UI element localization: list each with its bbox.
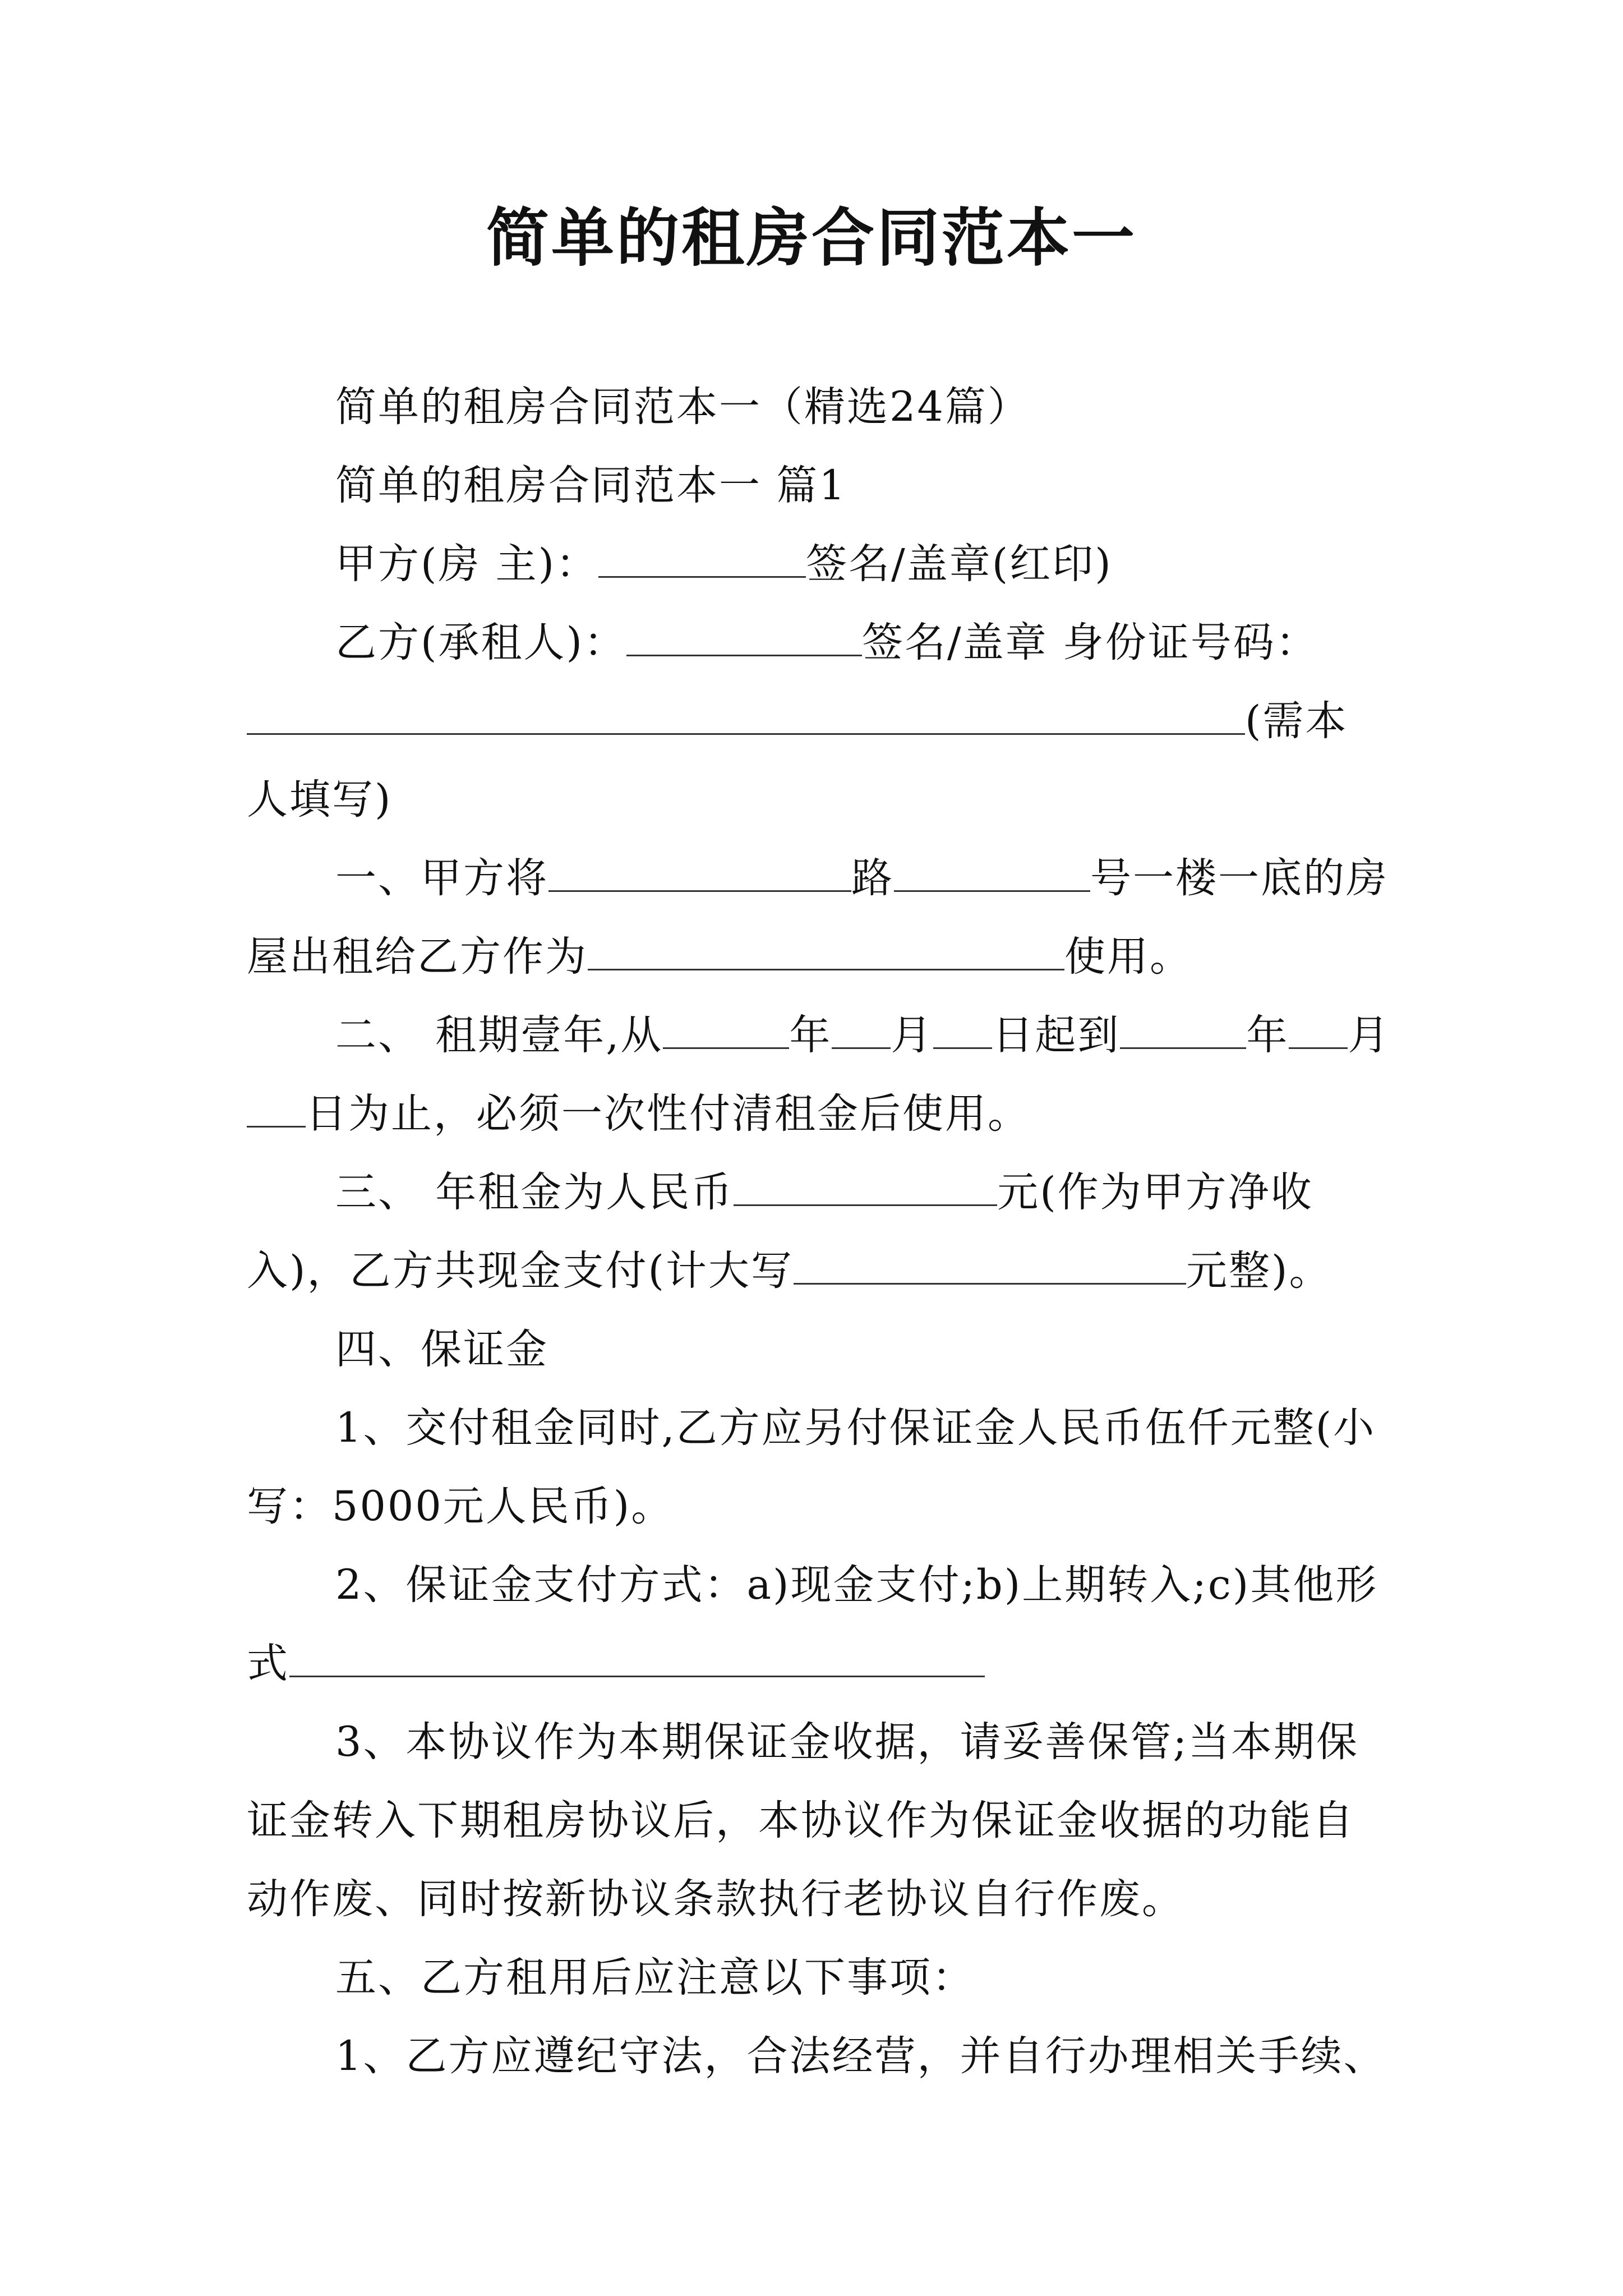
party-b-blank: [626, 610, 862, 656]
document-title: 简单的租房合同范本一: [486, 202, 1137, 275]
clause-3-c: 元整)。: [1186, 1247, 1332, 1295]
start-year-blank: [663, 1002, 789, 1049]
end-month-blank: [1289, 1002, 1348, 1049]
end-year-blank: [1120, 1002, 1246, 1049]
section-heading: 简单的租房合同范本一 篇1: [335, 462, 847, 509]
party-a-sign: 签名/盖章(红印): [806, 540, 1113, 588]
clause-1-a: 一、甲方将: [335, 854, 548, 902]
party-b-label: 乙方(承租人)：: [335, 619, 626, 666]
end-day-blank: [247, 1081, 306, 1128]
clause-2: [247, 996, 1391, 1153]
start-day-blank: [933, 1002, 992, 1049]
start-month-blank: [832, 1002, 891, 1049]
party-a-blank: [598, 531, 806, 578]
party-a-label: 甲方(房 主)：: [335, 540, 599, 588]
clause-1: [247, 839, 1391, 996]
id-number-line: [247, 682, 1391, 761]
clause-4-item-2: [247, 1546, 1391, 1703]
clause-3-a: 三、 年租金为人民币: [335, 1168, 734, 1216]
clause-3-b: 元(作为甲方净收入)，乙方共现金支付(计大写: [247, 1168, 1313, 1295]
clause-5-item-1: 1、乙方应遵纪守法，合法经营，并自行办理相关手续、: [335, 2032, 1386, 2080]
other-method-blank: [289, 1631, 985, 1677]
party-b-note-b: 人填写): [247, 776, 393, 823]
clause-2-month2: 月: [1348, 1011, 1391, 1059]
clause-2-year: 年: [789, 1011, 832, 1059]
id-number-blank: [247, 688, 1245, 735]
rent-uppercase-blank: [794, 1238, 1186, 1285]
document-body: [247, 368, 1391, 2096]
clause-1-b: 路: [851, 854, 894, 902]
document-subtitle: 简单的租房合同范本一（精选24篇）: [335, 383, 1030, 431]
clause-1-d: 房屋出租给乙方作为: [247, 854, 1389, 981]
clause-2-a: 二、 租期壹年,从: [335, 1011, 663, 1059]
clause-1-c: 号一楼一底的: [1090, 854, 1346, 902]
party-b-line: [247, 604, 1391, 682]
clause-1-e: 使用。: [1064, 933, 1192, 981]
party-b-note-a: (需本: [1245, 697, 1348, 745]
clause-4-item-1: 1、交付租金同时,乙方应另付保证金人民币伍仟元整(小写：5000元人民币)。: [247, 1404, 1376, 1530]
clause-4-heading: 四、保证金: [335, 1326, 548, 1373]
clause-5-heading: 五、乙方租用后应注意以下事项：: [335, 1954, 975, 2001]
usage-blank: [588, 924, 1064, 970]
clause-2-end: 日为止，必须一次性付清租金后使用。: [306, 1090, 1030, 1138]
clause-2-year2: 年: [1246, 1011, 1289, 1059]
number-blank: [894, 845, 1090, 892]
clause-2-day-to: 日起到: [992, 1011, 1121, 1059]
rent-amount-blank: [734, 1159, 997, 1206]
party-b-note-line: [247, 761, 1391, 839]
party-b-sign: 签名/盖章 身份证号码：: [861, 619, 1318, 666]
party-a-line: [247, 525, 1391, 604]
road-blank: [548, 845, 851, 892]
clause-3: [247, 1153, 1391, 1310]
clause-4-item-3: 3、本协议作为本期保证金收据，请妥善保管;当本期保证金转入下期租房协议后，本协议作为保证金收据的功能自动作废、同时按新协议条款执行老协议自行作废。: [247, 1718, 1359, 1923]
clause-4-item-2-text: 2、保证金支付方式：a)现金支付;b)上期转入;c)其他形式: [247, 1561, 1378, 1687]
clause-2-month: 月: [891, 1011, 934, 1059]
